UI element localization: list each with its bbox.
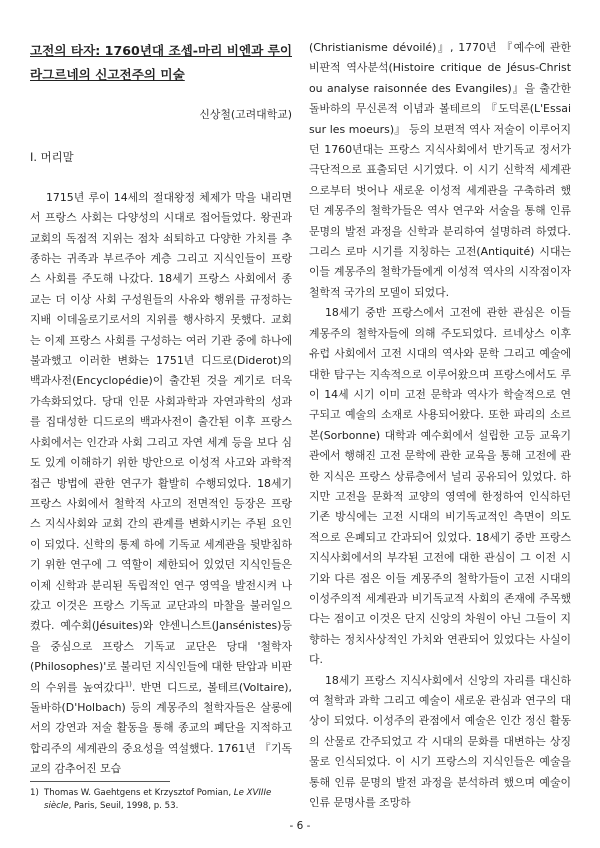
paragraph-text: . 반면 디드로, 볼테르(Voltaire), 돌바하(D'Holbach) 등의 계몽주의 철학자들은 살롱에서의 강연과 저술 활동을 통해 종교의 폐단을 지적하고 합리주의 세계관의 중요성을 역설했다. 1761년 『기독교의 감추어진 모습	[30, 680, 292, 776]
footnote-ref[interactable]: 1)	[124, 679, 132, 688]
footnote-italic: Le XVIIIe	[233, 788, 272, 798]
section-heading: Ⅰ. 머리말	[30, 150, 74, 165]
footnote-italic: siècle	[44, 800, 69, 811]
footnote-text: Thomas W. Gaehtgens et Krzysztof Pomian,	[44, 788, 234, 798]
body-paragraph-continued: (Christianisme dévoilé)』, 1770년 『예수에 관한 비판적 역사분석(Histoire critique de Jésus-Christ ou analyse raisonnée des Evangiles)』을 출간한 돌바하의 무신론적 이념과 볼테르의 『도덕론(L'Essai sur les moeurs)』 등의 보편적 역사 저술이 이루어지던 1760년대는 프랑스 지식사회에서 반기독교 정서가 극단적으로 표출되던 시기였다. 이 시기 신학적 세계관으로부터 벗어나 새로운 이성적 세계관을 구축하려 했던 계몽주의 철학가들은 역사 연구와 서술을 통해 인류 문명의 발전 과정을 신학과 분리하여 설명하려 하였다. 그리스 로마 시기를 지칭하는 고전(Antiquité) 시대는 이들 계몽주의 철학가들에게 이성적 역사의 시작점이자 철학적 국가의 모델이 되었다.	[309, 41, 571, 299]
body-paragraph: 18세기 중반 프랑스에서 고전에 관한 관심은 이들 계몽주의 철학자들에 의해 주도되었다. 르네상스 이후 유럽 사회에서 고전 시대의 역사와 문학 그리고 예술에 대한 탐구는 지속적으로 이루어왔으며 프랑스에서도 루이 14세 시기 이미 고전 문학과 역사가 학술적으로 연구되고 예술의 소재로 사용되어왔다. 또한 파리의 소르본(Sorbonne) 대학과 예수회에서 설립한 고등 교육기관에서 행해진 고전 문학에 관한 교육을 통해 고전에 관한 지식은 프랑스 상류층에서 널리 공유되어 있었다. 하지만 고전을 문화적 교양의 영역에 한정하여 인식하던 기존 방식에는 고전 시대의 비기독교적인 측면이 의도적으로 은폐되고 간과되어 있었다. 18세기 중반 프랑스 지식사회에서의 부각된 고전에 대한 관심이 그 이전 시기와 다른 점은 이들 계몽주의 철학가들이 고전 시대의 이성주의적 세계관과 비기독교적 사회의 존재에 주목했다는 점이고 이것은 단지 신앙의 차원이 아닌 그들이 지향하는 정치사상적인 가치와 연관되어 있었다는 사실이다.	[309, 306, 571, 667]
footnote	[30, 787, 292, 812]
paragraph-text: 1715년 루이 14세의 절대왕정 체제가 막을 내리면서 프랑스 사회는 다양성의 시대로 접어들었다. 왕권과 교회의 독점적 지위는 점차 쇠퇴하고 다양한 가치를 추종하는 귀족과 부르주아 계층 그리고 지식인들이 프랑스 사회를 주도해 나갔다. 18세기 프랑스 사회에서 종교는 더 이상 사회 구성원들의 사유와 행위를 규정하는 지배 이데올로기로서의 지위를 행사하지 못했다. 교회는 이제 프랑스 사회를 구성하는 여러 기관 중에 하나에 불과했고 이러한 변화는 1751년 디드로(Diderot)의 백과사전(Encyclopédie)이 출간된 것을 계기로 더욱 가속화되었다. 당대 인문 사회과학과 자연과학의 성과를 집대성한 디드로의 백과사전이 출간된 이후 프랑스 사회에서는 인간과 사회 그리고 자연 세계 등을 보다 심도 있게 이해하기 위한 방안으로 이성적 사고와 과학적 접근 방법에 관한 연구가 활발히 수행되었다. 18세기 프랑스 사회에서 철학적 사고의 전면적인 등장은 프랑스 지식사회와 교회 간의 관계를 변화시키는 주된 요인이 되었다. 신학의 통제 하에 기독교 세계관을 뒷받침하기 위한 연구에 그 역할이 제한되어 있었던 지식인들은 이제 신학과 분리된 독립적인 연구 영역을 발전시켜 나갔고 이것은 프랑스 기독교 교단과의 마찰을 불러일으켰다. 예수회(Jésuites)와 얀센니스트(Jansénistes)등을 중심으로 프랑스 기독교 교단은 당대 '철학자(Philosophes)'로 불리던 지식인들에 대한 탄압과 비판의 수위를 높여갔다	[30, 190, 292, 694]
article-title: 고전의 타자: 1760년대 조셉-마리 비엔과 루이 라그르네의 신고전주의 미술	[30, 43, 292, 82]
page-number: - 6 -	[289, 820, 311, 832]
footnote-number: 1)	[30, 788, 39, 798]
body-paragraph	[30, 188, 292, 780]
left-column	[30, 38, 292, 780]
footnote-text: , Paris, Seuil, 1998, p. 53.	[68, 800, 179, 811]
footnote-divider	[30, 781, 170, 782]
right-column	[309, 38, 571, 813]
body-paragraph: 18세기 프랑스 지식사회에서 신앙의 자리를 대신하여 철학과 과학 그리고 예술이 새로운 관심과 연구의 대상이 되었다. 이성주의 관점에서 예술은 인간 정신 활동의 산물로 간주되었고 각 시대의 문화를 대변하는 상징물로 인식되었다. 이 시기 프랑스의 지식인들은 예술을 통해 인류 문명의 발전 과정을 분석하려 했으며 예술이 인류 문명사를 조망하	[309, 673, 571, 810]
author-affiliation: 신상철(고려대학교)	[199, 108, 292, 121]
